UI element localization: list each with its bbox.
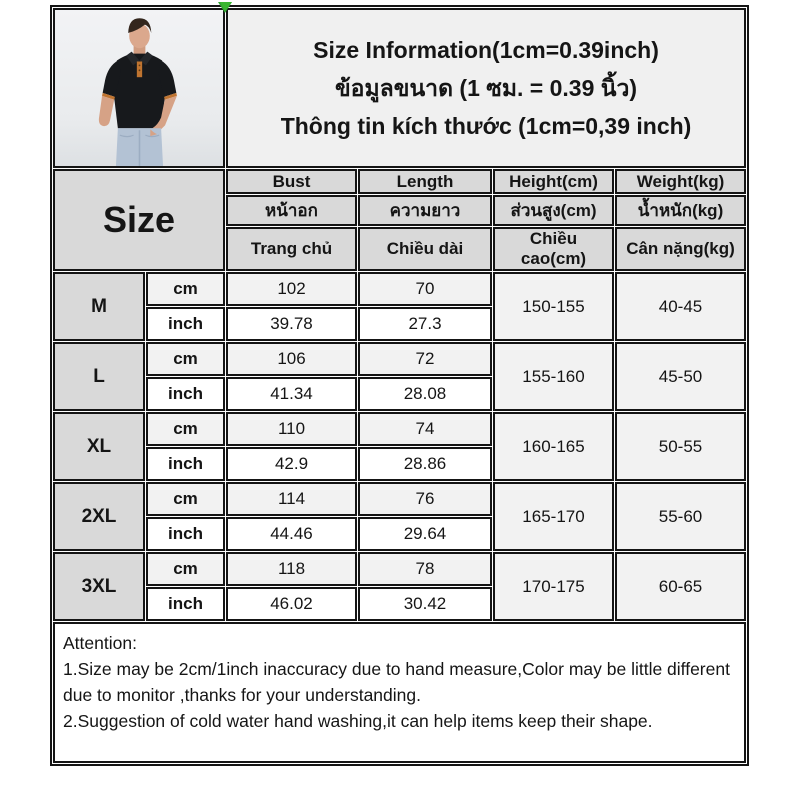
height-range: 150-155 <box>493 272 614 341</box>
unit-inch: inch <box>146 307 225 341</box>
unit-inch: inch <box>146 447 225 481</box>
length-cm-value: 72 <box>358 342 492 376</box>
title-vietnamese: Thông tin kích thước (1cm=0,39 inch) <box>280 113 692 139</box>
bust-inch-value: 46.02 <box>226 587 357 621</box>
header-weight-vi: Cân nặng(kg) <box>615 227 746 271</box>
unit-cm: cm <box>146 552 225 586</box>
length-cm-value: 74 <box>358 412 492 446</box>
table-row <box>53 482 746 516</box>
height-range: 165-170 <box>493 482 614 551</box>
size-label-xl: XL <box>53 412 145 481</box>
bust-inch-value: 44.46 <box>226 517 357 551</box>
unit-inch: inch <box>146 377 225 411</box>
polo-shirt-model-illustration <box>55 10 223 166</box>
attention-box <box>53 622 746 763</box>
bust-cm-value: 102 <box>226 272 357 306</box>
attention-heading: Attention: <box>63 633 137 653</box>
length-cm-value: 70 <box>358 272 492 306</box>
size-column-header: Size <box>53 169 225 271</box>
table-row <box>53 412 746 446</box>
length-inch-value: 28.86 <box>358 447 492 481</box>
attention-note-2: 2.Suggestion of cold water hand washing,it can help items keep their shape. <box>63 711 653 731</box>
header-height-th: ส่วนสูง(cm) <box>493 195 614 226</box>
bust-cm-value: 114 <box>226 482 357 516</box>
unit-inch: inch <box>146 587 225 621</box>
header-length-vi: Chiều dài <box>358 227 492 271</box>
length-cm-value: 76 <box>358 482 492 516</box>
header-weight-en: Weight(kg) <box>615 169 746 194</box>
bust-inch-value: 42.9 <box>226 447 357 481</box>
size-label-3xl: 3XL <box>53 552 145 621</box>
height-range: 155-160 <box>493 342 614 411</box>
header-length-th: ความยาว <box>358 195 492 226</box>
unit-inch: inch <box>146 517 225 551</box>
size-label-l: L <box>53 342 145 411</box>
unit-cm: cm <box>146 272 225 306</box>
title-english: Size Information(1cm=0.39inch) <box>313 37 659 63</box>
header-bust-en: Bust <box>226 169 357 194</box>
weight-range: 45-50 <box>615 342 746 411</box>
header-weight-th: น้ำหนัก(kg) <box>615 195 746 226</box>
bust-cm-value: 118 <box>226 552 357 586</box>
header-height-en: Height(cm) <box>493 169 614 194</box>
length-cm-value: 78 <box>358 552 492 586</box>
height-range: 170-175 <box>493 552 614 621</box>
product-photo <box>53 8 225 168</box>
weight-range: 60-65 <box>615 552 746 621</box>
unit-cm: cm <box>146 482 225 516</box>
weight-range: 40-45 <box>615 272 746 341</box>
bust-cm-value: 106 <box>226 342 357 376</box>
height-range: 160-165 <box>493 412 614 481</box>
title-thai: ข้อมูลขนาด (1 ซม. = 0.39 นิ้ว) <box>334 75 638 101</box>
header-bust-vi: Trang chủ <box>226 227 357 271</box>
bust-inch-value: 41.34 <box>226 377 357 411</box>
header-bust-th: หน้าอก <box>226 195 357 226</box>
size-information-title-block <box>226 8 746 168</box>
table-row <box>53 552 746 586</box>
green-corner-marker-icon <box>218 0 232 11</box>
length-inch-value: 29.64 <box>358 517 492 551</box>
table-row <box>53 342 746 376</box>
length-inch-value: 30.42 <box>358 587 492 621</box>
length-inch-value: 27.3 <box>358 307 492 341</box>
size-table <box>50 5 749 766</box>
unit-cm: cm <box>146 412 225 446</box>
bust-inch-value: 39.78 <box>226 307 357 341</box>
weight-range: 55-60 <box>615 482 746 551</box>
attention-note-1: 1.Size may be 2cm/1inch inaccuracy due to hand measure,Color may be little different due to monitor ,thanks for your understanding. <box>63 659 730 705</box>
size-label-2xl: 2XL <box>53 482 145 551</box>
unit-cm: cm <box>146 342 225 376</box>
bust-cm-value: 110 <box>226 412 357 446</box>
length-inch-value: 28.08 <box>358 377 492 411</box>
header-height-vi: Chiều cao(cm) <box>493 227 614 271</box>
size-label-m: M <box>53 272 145 341</box>
weight-range: 50-55 <box>615 412 746 481</box>
table-row <box>53 272 746 306</box>
size-chart-sheet <box>50 5 749 766</box>
header-length-en: Length <box>358 169 492 194</box>
